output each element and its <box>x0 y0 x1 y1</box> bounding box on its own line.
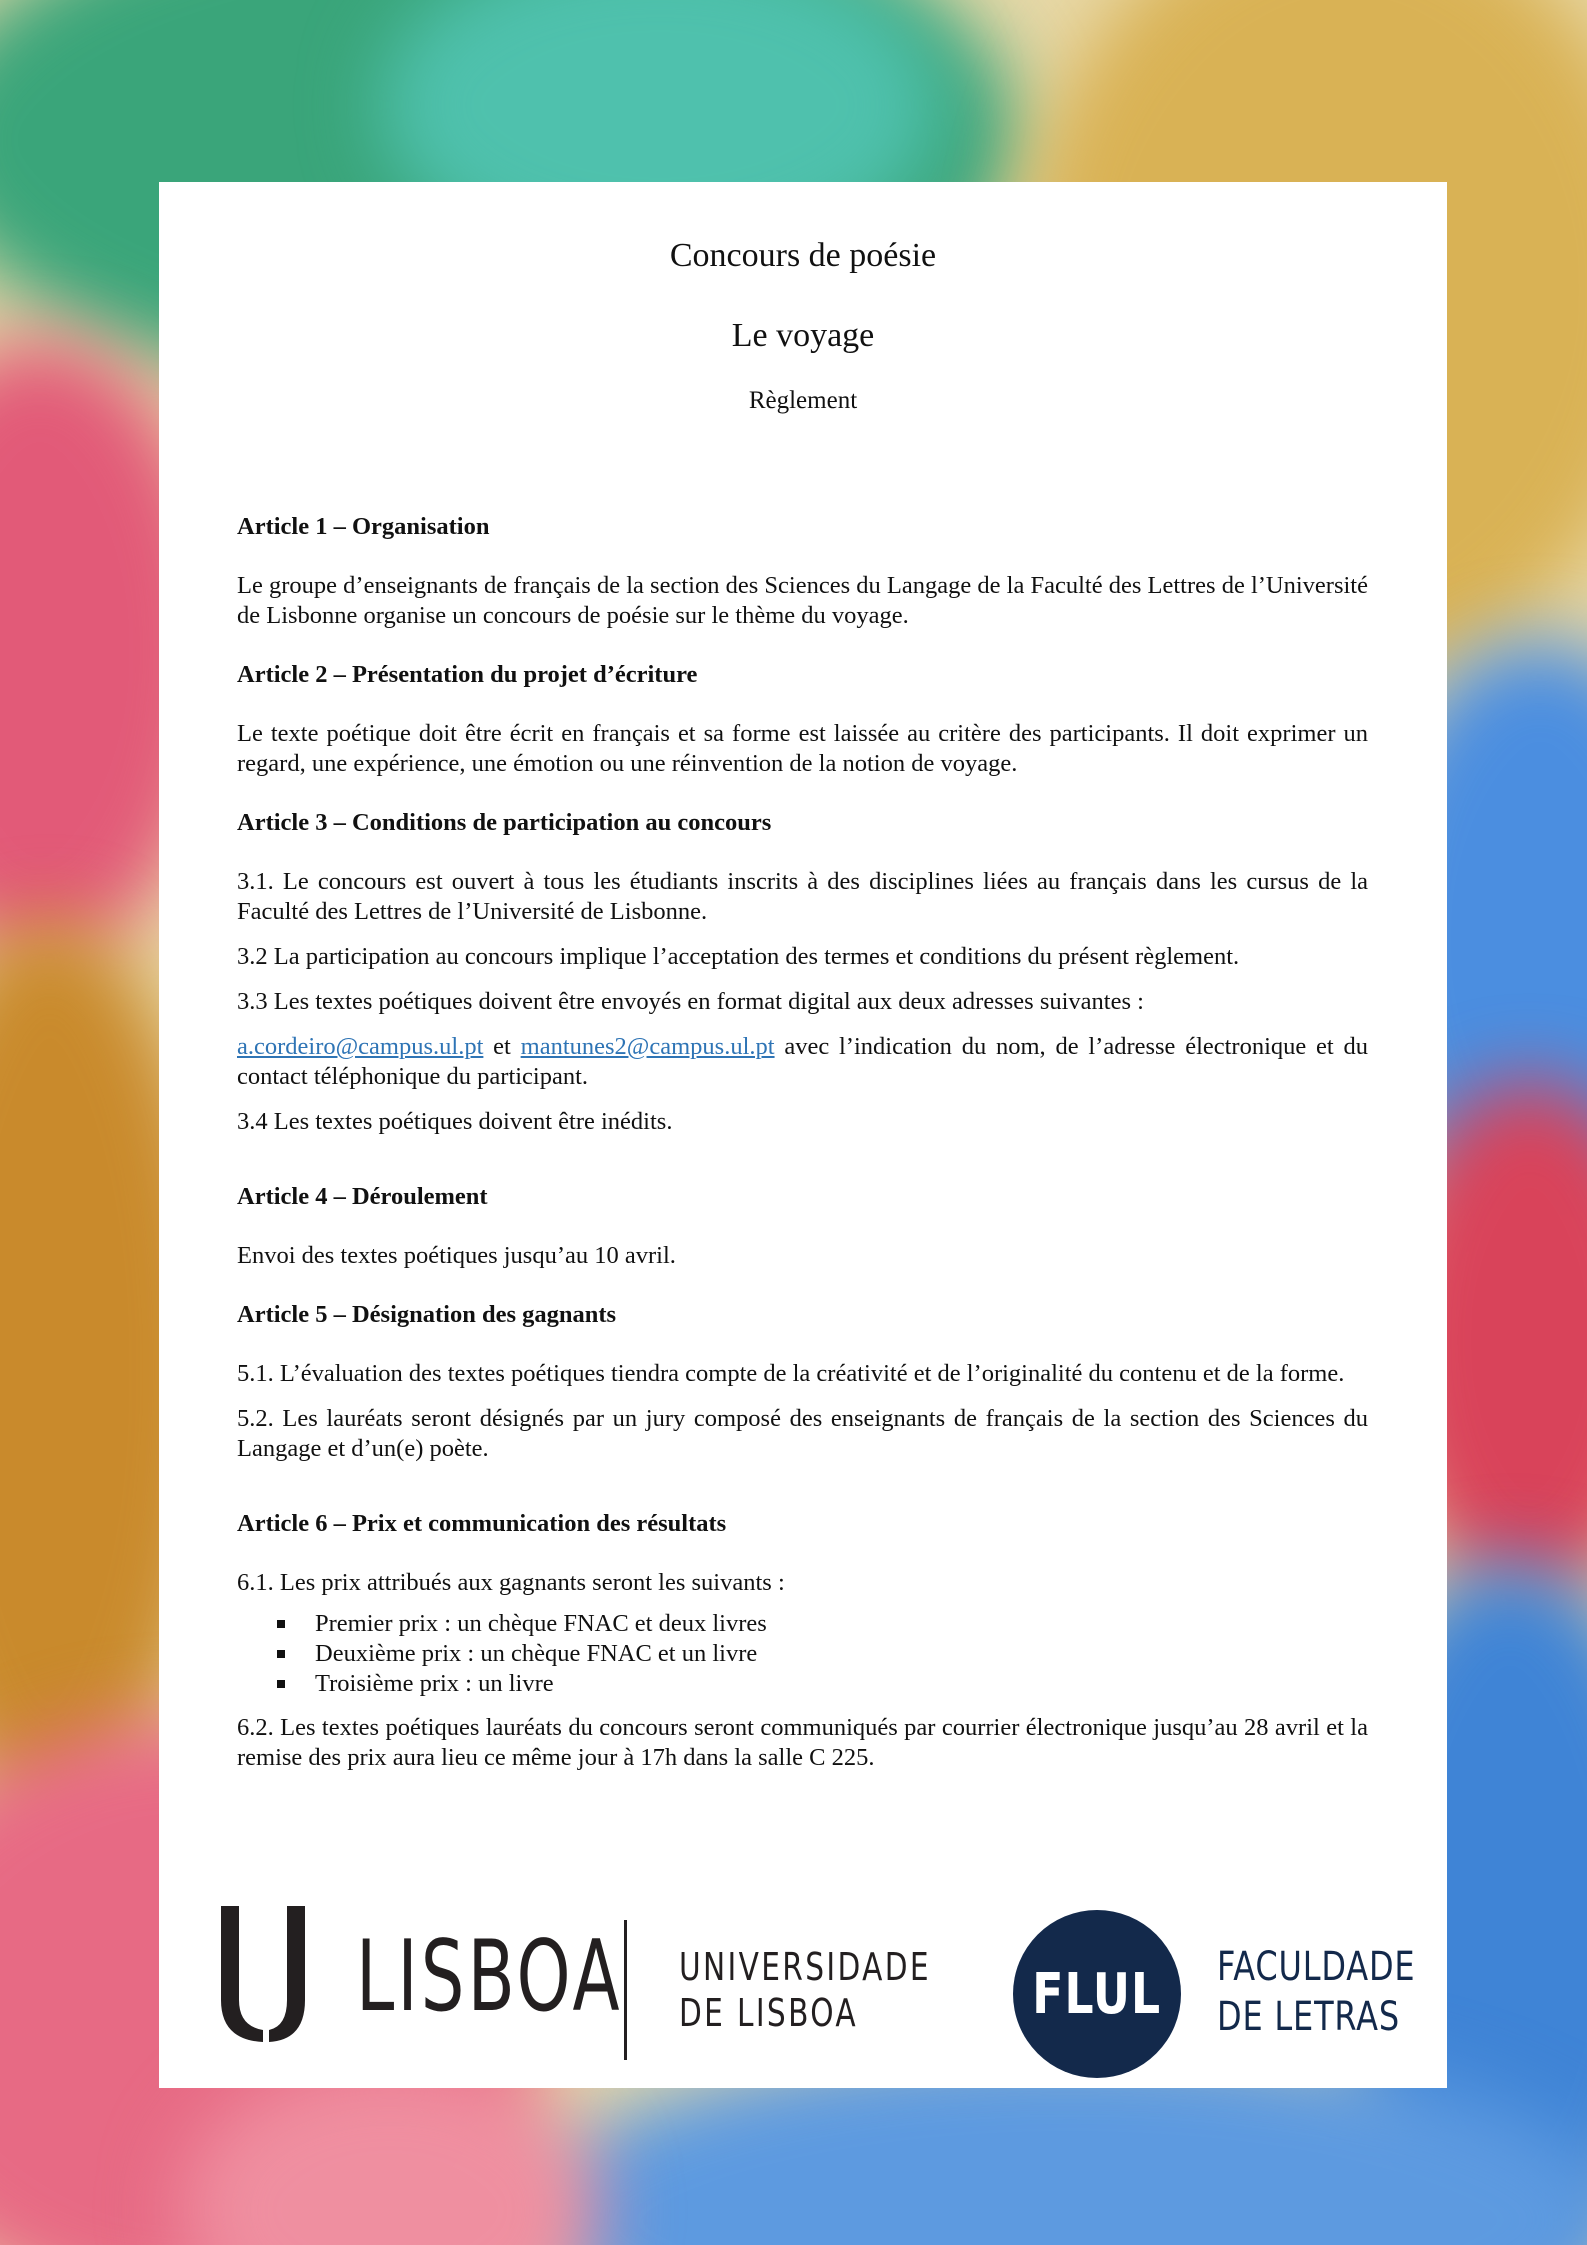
faculty-line-2: DE LETRAS <box>1217 1994 1400 2040</box>
faculty-line-1: FACULDADE <box>1217 1944 1416 1990</box>
flul-badge-icon <box>1013 1910 1181 2078</box>
article-3-3-text: 3.3 Les textes poétiques doivent être envoyés en format digital aux deux adresses suivantes : <box>237 988 1144 1015</box>
document-type: Règlement <box>748 387 858 414</box>
article-5-2-text: 5.2. Les lauréats seront désignés par un jury composé des enseignants de français de la section des Sciences du Langage et d’un(e) poète. <box>237 1405 1368 1462</box>
article-1-heading: Article 1 – Organisation <box>237 513 490 540</box>
article-3-4-text: 3.4 Les textes poétiques doivent être inédits. <box>237 1108 673 1135</box>
article-4-heading: Article 4 – Déroulement <box>237 1183 488 1210</box>
prize-first: Premier prix : un chèque FNAC et deux livres <box>315 1610 767 1637</box>
rules-sheet <box>159 182 1447 2088</box>
university-line-2: DE LISBOA <box>679 1991 859 2035</box>
article-3-heading: Article 3 – Conditions de participation au concours <box>237 809 772 836</box>
bullet-square-icon <box>277 1620 285 1628</box>
theme-title: Le voyage <box>731 317 875 354</box>
article-3-3-continuation: avec l’indication du nom, de l’adresse électronique et du contact téléphonique du participant. <box>237 1033 1369 1090</box>
article-3-3-emails <box>237 1032 1368 1092</box>
ulisboa-u-logo-icon <box>217 1902 317 2052</box>
bullet-square-icon <box>277 1650 285 1658</box>
prize-third: Troisième prix : un livre <box>315 1670 554 1697</box>
bullet-square-icon <box>277 1680 285 1688</box>
article-5-heading: Article 5 – Désignation des gagnants <box>237 1301 617 1328</box>
article-4-text: Envoi des textes poétiques jusqu’au 10 avril. <box>237 1242 676 1269</box>
and-word: et <box>493 1033 511 1060</box>
faculty-name <box>1217 1942 1415 2042</box>
university-name <box>679 1944 931 2036</box>
email-link-cordeiro[interactable]: a.cordeiro@campus.ul.pt <box>237 1033 484 1060</box>
ulisboa-wordmark: LISBOA <box>356 1920 623 2034</box>
list-item <box>275 1669 1368 1699</box>
rules-content <box>237 512 1368 1788</box>
logo-divider <box>624 1920 627 2060</box>
article-5-1-text: 5.1. L’évaluation des textes poétiques tiendra compte de la créativité et de l’originalité du contenu et de la forme. <box>237 1360 1345 1387</box>
list-item <box>275 1639 1368 1669</box>
article-1-text: Le groupe d’enseignants de français de la section des Sciences du Langage de la Faculté des Lettres de l’Université de Lisbonne organise un concours de poésie sur le thème du voyage. <box>237 572 1368 629</box>
page-title: Concours de poésie <box>669 237 937 274</box>
prize-list <box>237 1609 1368 1699</box>
list-item <box>275 1609 1368 1639</box>
prize-second: Deuxième prix : un chèque FNAC et un livre <box>315 1640 758 1667</box>
article-3-1-text: 3.1. Le concours est ouvert à tous les étudiants inscrits à des disciplines liées au français dans les cursus de la Faculté des Lettres de l’Université de Lisbonne. <box>237 868 1368 925</box>
university-line-1: UNIVERSIDADE <box>679 1945 931 1989</box>
article-6-2-text: 6.2. Les textes poétiques lauréats du concours seront communiqués par courrier électronique jusqu’au 28 avril et la remise des prix aura lieu ce même jour à 17h dans la salle C 225. <box>237 1714 1368 1771</box>
article-2-text: Le texte poétique doit être écrit en français et sa forme est laissée au critère des participants. Il doit exprimer un regard, une expérience, une émotion ou une réinvention de la notion de voyage. <box>237 720 1368 777</box>
article-6-heading: Article 6 – Prix et communication des résultats <box>237 1510 727 1537</box>
article-2-heading: Article 2 – Présentation du projet d’écriture <box>237 661 698 688</box>
footer-logos <box>159 1902 1447 2082</box>
email-link-antunes[interactable]: mantunes2@campus.ul.pt <box>520 1033 775 1060</box>
flul-badge-text: FLUL <box>1032 1961 1162 2027</box>
article-3-2-text: 3.2 La participation au concours implique l’acceptation des termes et conditions du présent règlement. <box>237 943 1240 970</box>
article-6-1-text: 6.1. Les prix attribués aux gagnants seront les suivants : <box>237 1569 785 1596</box>
